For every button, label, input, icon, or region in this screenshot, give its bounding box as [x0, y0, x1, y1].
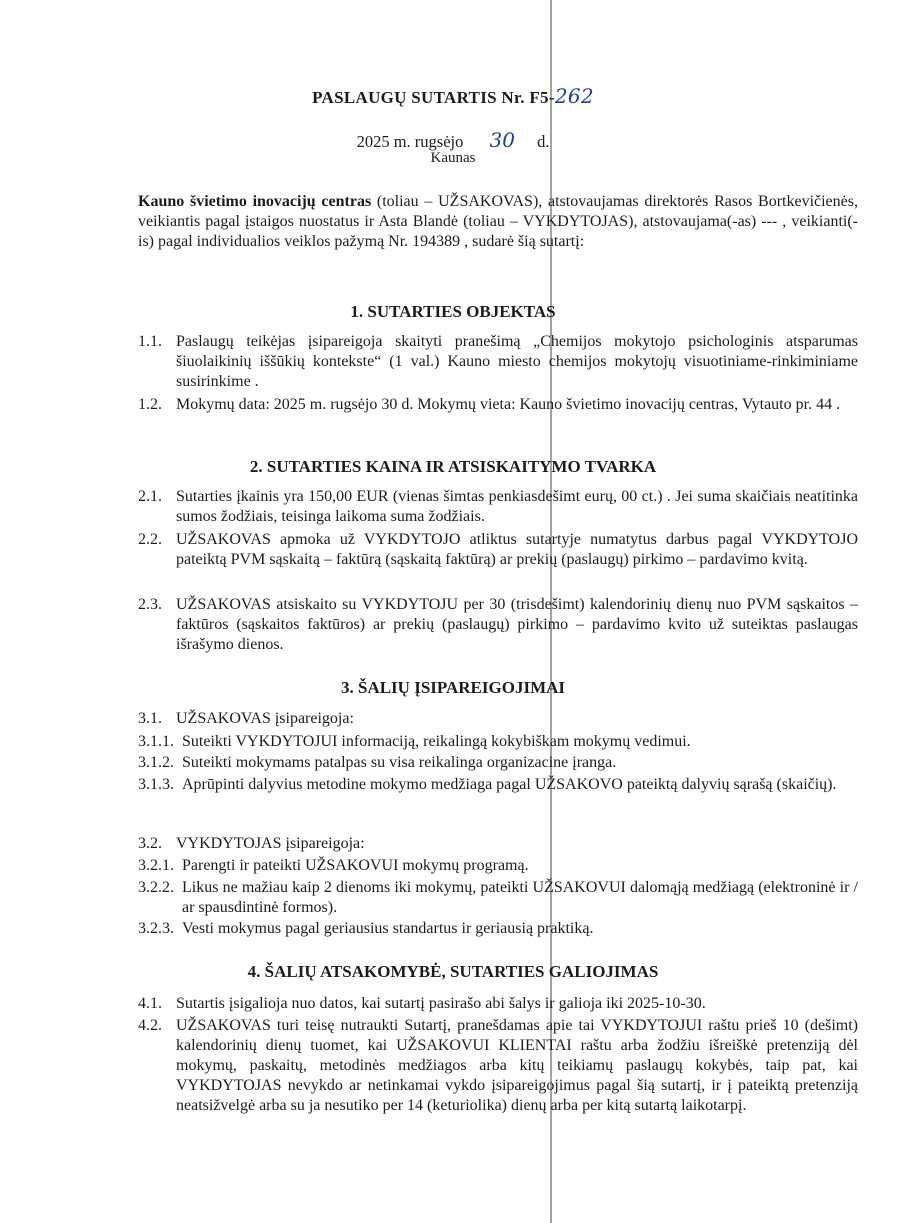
intro-paragraph: Kauno švietimo inovacijų centras (toliau – UŽSAKOVAS), atstovaujamas direktorės Rasos Bortkevičienės, veikiantis pagal įstaigos nuostatus ir Asta Blandė (toliau – VYKDYTOJAS), atstovaujama(-as) --- , veikianti(-is) pagal individualios veiklos pažymą Nr. 194389 , sudarė šią sutartį: [138, 193, 858, 250]
clause-2-2: 2.2. UŽSAKOVAS apmoka už VYKDYTOJO atliktus sutartyje numatytus darbus pagal VYKDYTOJO pateiktą PVM sąskaitą – faktūrą (sąskaitą faktūrą) ar prekių (paslaugų) pirkimo – pardavimo kvitą. [138, 531, 858, 568]
clause-3-2-2: 3.2.2. Likus ne mažiau kaip 2 dienoms iki mokymų, pateikti UŽSAKOVUI dalomąją medžiagą (elektroninė ir / ar spausdintinė formos). [138, 879, 858, 916]
clause-4-2: 4.2. UŽSAKOVAS turi teisę nutraukti Sutartį, pranešdamas apie tai VYKDYTOJUI raštu prieš 10 (dešimt) kalendorinių dienų tuomet, kai UŽSAKOVUI KLIENTAI raštu arba žodžiu išreiškė pretenziją dėl mokymų, paskaitų, metodinės medžiagos arba kitų teikiamų paslaugų kokybės, taip pat, kai VYKDYTOJAS nevykdo ar netinkamai vykdo įsipareigojimus pagal šią sutartį, ir į pateiktą pretenziją neatsižvelgė arba su ja nesutiko per 14 (keturiolika) dienų arba per kitą sutartą laikotarpį. [138, 1017, 858, 1114]
clause-3-2-1: 3.2.1. Parengti ir pateikti UŽSAKOVUI mokymų programą. [138, 857, 529, 874]
handwritten-contract-number: 262 [554, 84, 594, 108]
contract-city: Kaunas [430, 150, 476, 166]
clause-1-2: 1.2. Mokymų data: 2025 m. rugsėjo 30 d. Mokymų vieta: Kauno švietimo inovacijų centras, Vytauto pr. 44 . [138, 396, 841, 413]
clause-3-2: 3.2. VYKDYTOJAS įsipareigoja: [138, 835, 365, 852]
contract-title: PASLAUGŲ SUTARTIS Nr. F5-262 [312, 84, 594, 108]
section-heading-4: 4. ŠALIŲ ATSAKOMYBĖ, SUTARTIES GALIOJIMAS [247, 962, 659, 981]
clause-2-1: 2.1. Sutarties įkainis yra 150,00 EUR (vienas šimtas penkiasdešimt eurų, 00 ct.) . Jei suma skaičiais neatitinka sumos žodžiais, teisinga laikoma suma žodžiais. [138, 488, 858, 525]
handwritten-day: 30 [489, 128, 515, 152]
clause-3-1-3: 3.1.3. Aprūpinti dalyvius metodine mokymo medžiaga pagal UŽSAKOVO pateiktą dalyvių sąrašą (skaičių). [138, 776, 837, 793]
clause-2-3: 2.3. UŽSAKOVAS atsiskaito su VYKDYTOJU per 30 (trisdešimt) kalendorinių dienų nuo PVM sąskaitos – faktūros (sąskaitos faktūros) ar prekių (paslaugų) pirkimo – pardavimo kvito už suteiktas paslaugas išrašymo dienos. [138, 596, 858, 653]
contract-date: 2025 m. rugsėjo 30 d. [356, 128, 550, 152]
clause-3-1-2: 3.1.2. Suteikti mokymams patalpas su visa reikalinga organizacine įranga. [138, 754, 617, 771]
client-name: Kauno švietimo inovacijų centras [138, 193, 372, 210]
section-heading-3: 3. ŠALIŲ ĮSIPAREIGOJIMAI [340, 678, 566, 697]
clause-1-1: 1.1. Paslaugų teikėjas įsipareigoja skaityti pranešimą „Chemijos mokytojo psichologinis atsparumas šiuolaikinių iššūkių kontekste“ (1 val.) Kauno miesto chemijos mokytojų visuotiniame-rinkiminiame susirinkime . [138, 333, 858, 390]
clause-3-1: 3.1. UŽSAKOVAS įsipareigoja: [138, 710, 354, 727]
clause-3-1-1: 3.1.1. Suteikti VYKDYTOJUI informaciją, reikalingą kokybiškam mokymų vedimui. [138, 733, 691, 750]
clause-4-1: 4.1. Sutartis įsigalioja nuo datos, kai sutartį pasirašo abi šalys ir galioja iki 2025-10-30. [138, 995, 706, 1012]
clause-3-2-3: 3.2.3. Vesti mokymus pagal geriausius standartus ir geriausią praktiką. [138, 920, 594, 937]
section-heading-1: 1. SUTARTIES OBJEKTAS [350, 302, 556, 321]
section-heading-2: 2. SUTARTIES KAINA IR ATSISKAITYMO TVARKA [249, 457, 657, 476]
